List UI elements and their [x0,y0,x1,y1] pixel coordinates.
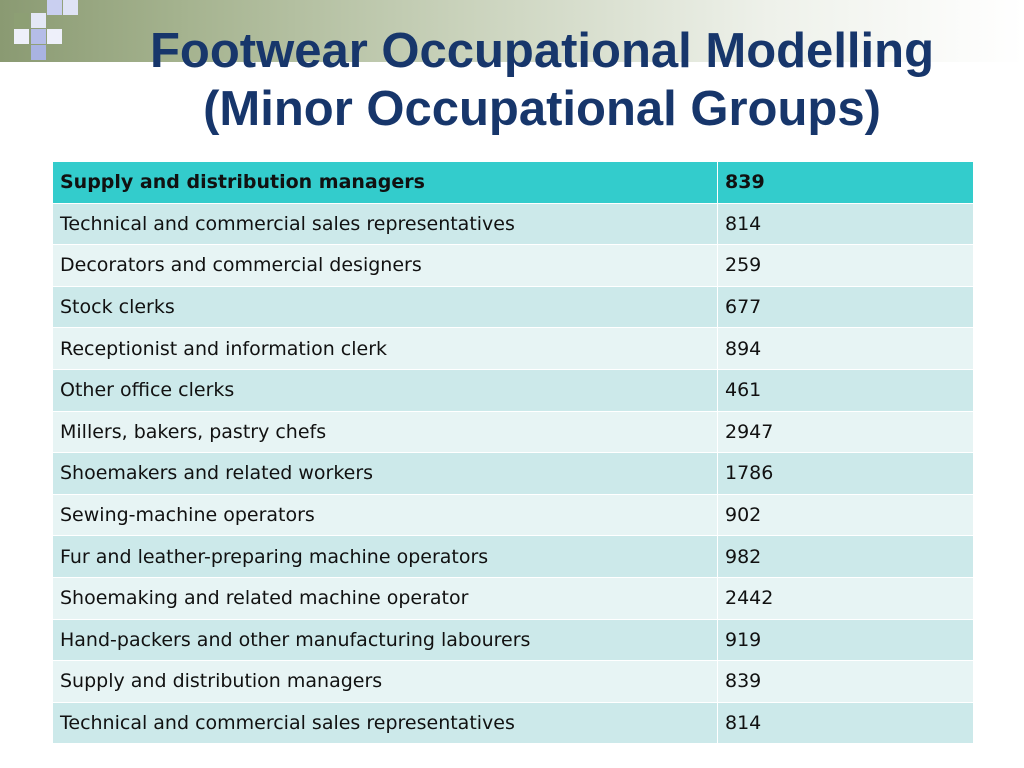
table-row [53,702,974,744]
occupation-cell: Millers, bakers, pastry chefs [53,411,718,453]
slide-title [60,22,1024,138]
table-row [53,369,974,411]
table-row [53,286,974,328]
deco-square [47,0,62,15]
deco-square [31,45,46,60]
value-cell: 259 [718,245,974,287]
value-cell: 1786 [718,453,974,495]
value-cell: 902 [718,494,974,536]
table-row [53,536,974,578]
deco-square [63,0,78,15]
occupation-cell: Shoemakers and related workers [53,453,718,495]
occupation-cell: Technical and commercial sales representatives [53,702,718,744]
deco-square [14,29,29,44]
table-header-row [53,162,974,204]
occupation-cell: Stock clerks [53,286,718,328]
occupation-cell: Supply and distribution managers [53,661,718,703]
value-cell: 2442 [718,577,974,619]
title-line-2: (Minor Occupational Groups) [203,82,881,136]
occupation-cell: Shoemaking and related machine operator [53,577,718,619]
value-cell: 982 [718,536,974,578]
occupation-cell: Technical and commercial sales representatives [53,203,718,245]
table-row [53,453,974,495]
value-cell: 814 [718,203,974,245]
occupation-cell: Supply and distribution managers [53,162,718,204]
value-cell: 919 [718,619,974,661]
occupation-cell: Other office clerks [53,369,718,411]
occupation-cell: Sewing-machine operators [53,494,718,536]
occupation-cell: Receptionist and information clerk [53,328,718,370]
table-row [53,411,974,453]
table-row [53,661,974,703]
occupation-cell: Fur and leather-preparing machine operators [53,536,718,578]
deco-square [14,13,29,28]
table-row [53,494,974,536]
value-cell: 839 [718,661,974,703]
table-row [53,328,974,370]
value-cell: 2947 [718,411,974,453]
value-cell: 839 [718,162,974,204]
title-line-1: Footwear Occupational Modelling [149,24,935,78]
value-cell: 894 [718,328,974,370]
deco-square [31,13,46,28]
occupation-cell: Decorators and commercial designers [53,245,718,287]
table-row [53,619,974,661]
occupations-table [52,161,974,744]
value-cell: 677 [718,286,974,328]
value-cell: 461 [718,369,974,411]
table-row [53,203,974,245]
occupation-cell: Hand-packers and other manufacturing labourers [53,619,718,661]
table-row [53,577,974,619]
value-cell: 814 [718,702,974,744]
table-row [53,245,974,287]
deco-square [31,29,46,44]
